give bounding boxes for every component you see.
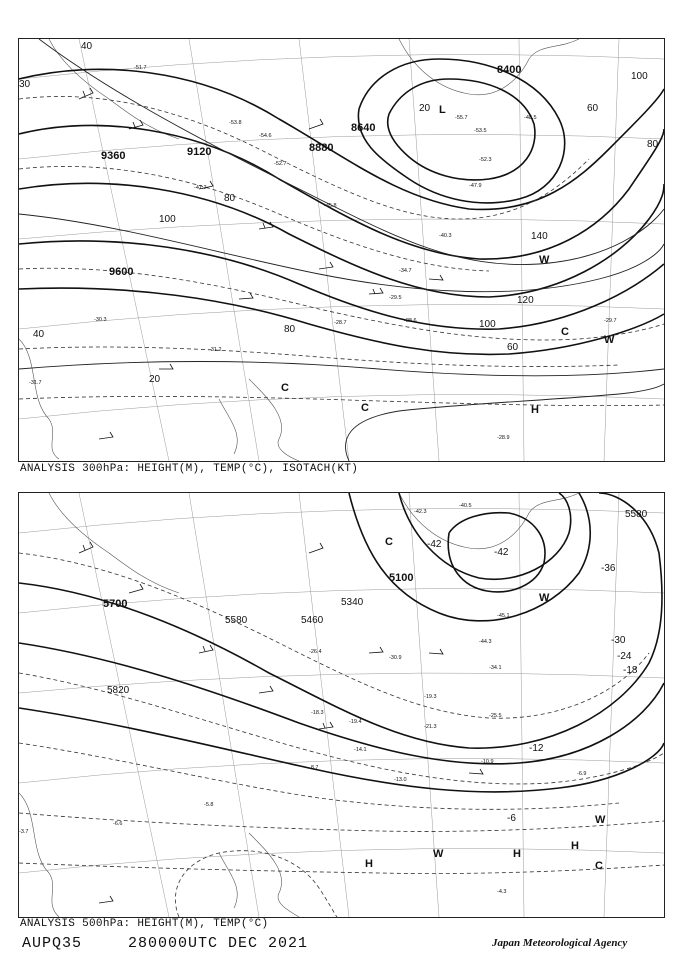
cold-center-symbol: C bbox=[595, 860, 603, 872]
temp-label: -34.7 bbox=[399, 268, 412, 274]
isotach-label: 20 bbox=[419, 103, 431, 114]
isotach-label: 40 bbox=[81, 41, 93, 52]
isotherm-label: -36 bbox=[601, 563, 616, 574]
isotach-label: 20 bbox=[149, 374, 161, 385]
temp-labels-500 bbox=[19, 503, 586, 895]
height-label: 5100 bbox=[389, 572, 414, 584]
height-label: 5460 bbox=[301, 615, 324, 626]
agency-credit: Japan Meteorological Agency bbox=[492, 937, 628, 949]
temp-label: -47.9 bbox=[469, 183, 482, 189]
isotach-label: 40 bbox=[33, 329, 45, 340]
temp-label: -14.1 bbox=[354, 747, 367, 753]
temp-label: -28.6 bbox=[404, 318, 417, 324]
temp-label: -28.9 bbox=[497, 435, 510, 441]
isotach-label: 140 bbox=[531, 231, 548, 242]
height-label: 8880 bbox=[309, 142, 334, 154]
height-label: 9360 bbox=[101, 150, 126, 162]
isotach-label: 100 bbox=[479, 319, 496, 330]
temp-label: -18.3 bbox=[311, 710, 324, 716]
temp-label: -10.9 bbox=[481, 759, 494, 765]
isotach-label: 80 bbox=[647, 139, 659, 150]
low-center-symbol: L bbox=[439, 104, 446, 116]
temp-label: -28.7 bbox=[334, 320, 347, 326]
warm-center-symbol: W bbox=[539, 592, 550, 604]
map-500hpa bbox=[19, 493, 664, 917]
isotherm-label: -30 bbox=[611, 635, 626, 646]
temp-label: -45.1 bbox=[497, 613, 510, 619]
panel-300hpa bbox=[18, 38, 665, 462]
cold-center-symbol: C bbox=[361, 402, 369, 414]
caption-300hpa: ANALYSIS 300hPa: HEIGHT(M), TEMP(°C), ISOTACH(KT) bbox=[20, 463, 359, 475]
isotherm-label: -42 bbox=[427, 539, 442, 550]
chart-id: AUPQ35 bbox=[22, 935, 83, 952]
temp-label: -19.3 bbox=[424, 694, 437, 700]
panel-500hpa bbox=[18, 492, 665, 918]
isotach-label: 100 bbox=[631, 71, 648, 82]
cold-center-symbol: C bbox=[385, 536, 393, 548]
temp-label: -5.8 bbox=[204, 802, 214, 808]
isotach-label: 30 bbox=[19, 79, 31, 90]
isotach-label: 120 bbox=[517, 295, 534, 306]
high-center-symbol: H bbox=[531, 404, 539, 416]
temp-label: -29.5 bbox=[389, 295, 402, 301]
temp-label: -8.7 bbox=[309, 765, 319, 771]
temp-label: -13.0 bbox=[394, 777, 407, 783]
isotherms bbox=[19, 96, 664, 405]
isotherm-label: -18 bbox=[623, 665, 638, 676]
temp-labels-300 bbox=[29, 65, 617, 441]
warm-center-symbol: W bbox=[595, 814, 606, 826]
temp-label: -26.4 bbox=[309, 649, 322, 655]
temp-label: -19.4 bbox=[349, 719, 362, 725]
wind-barbs bbox=[79, 88, 443, 439]
height-label: 5820 bbox=[107, 685, 130, 696]
isotach-label: 60 bbox=[587, 103, 599, 114]
temp-label: -42.3 bbox=[414, 509, 427, 515]
cold-center-symbol: C bbox=[281, 382, 289, 394]
temp-label: -31.2 bbox=[209, 347, 222, 353]
isotach-label: 80 bbox=[224, 193, 236, 204]
temp-label: -53.8 bbox=[229, 120, 242, 126]
isotach-label: 100 bbox=[159, 214, 176, 225]
temp-label: -29.7 bbox=[604, 318, 617, 324]
temp-label: -40.3 bbox=[439, 233, 452, 239]
temp-label: -53.5 bbox=[474, 128, 487, 134]
temp-label: -55.7 bbox=[455, 115, 468, 121]
high-center-symbol: H bbox=[365, 858, 373, 870]
height-labels-500 bbox=[103, 509, 648, 696]
temp-label: -51.7 bbox=[134, 65, 147, 71]
isotherm-label: -24 bbox=[617, 651, 632, 662]
isotach-label: 60 bbox=[507, 342, 519, 353]
high-center-symbol: H bbox=[513, 848, 521, 860]
height-labels-300 bbox=[101, 64, 521, 278]
temp-contour-labels-500 bbox=[427, 539, 638, 824]
high-center-symbol: H bbox=[571, 840, 579, 852]
height-label: 9120 bbox=[187, 146, 212, 158]
height-label: 8640 bbox=[351, 122, 376, 134]
height-label: 5580 bbox=[225, 615, 248, 626]
warm-center-symbol: W bbox=[433, 848, 444, 860]
isotach-label: 80 bbox=[284, 324, 296, 335]
temp-label: -44.3 bbox=[479, 639, 492, 645]
temp-label: -4.3 bbox=[497, 889, 507, 895]
temp-label: -47.2 bbox=[194, 185, 207, 191]
temp-label: -45.8 bbox=[324, 203, 337, 209]
temp-label: -6.6 bbox=[113, 821, 123, 827]
height-label: 5340 bbox=[341, 597, 364, 608]
temp-label: -3.7 bbox=[19, 829, 29, 835]
temp-label: -25.5 bbox=[489, 713, 502, 719]
map-300hpa bbox=[19, 39, 664, 461]
isotherm-label: -6 bbox=[507, 813, 516, 824]
graticule bbox=[19, 493, 664, 917]
caption-500hpa: ANALYSIS 500hPa: HEIGHT(M), TEMP(°C) bbox=[20, 918, 269, 930]
temp-label: -52.3 bbox=[479, 157, 492, 163]
height-contours bbox=[19, 59, 664, 354]
temp-label: -30.9 bbox=[389, 655, 402, 661]
system-symbols-500 bbox=[365, 536, 606, 872]
coastline bbox=[19, 39, 579, 461]
temp-label: -21.3 bbox=[424, 724, 437, 730]
height-label: 5700 bbox=[103, 598, 128, 610]
temp-label: -48.5 bbox=[524, 115, 537, 121]
height-label: 5580 bbox=[625, 509, 648, 520]
valid-time: 280000UTC DEC 2021 bbox=[128, 935, 309, 952]
temp-label: -30.3 bbox=[94, 317, 107, 323]
temp-label: -31.7 bbox=[29, 380, 42, 386]
temp-label: -34.1 bbox=[489, 665, 502, 671]
isotherm-label: -12 bbox=[529, 743, 544, 754]
height-label: 8400 bbox=[497, 64, 522, 76]
temp-label: -54.6 bbox=[259, 133, 272, 139]
warm-center-symbol: W bbox=[539, 254, 550, 266]
temp-label: -6.9 bbox=[577, 771, 587, 777]
temp-label: -52.7 bbox=[274, 161, 287, 167]
isotherm-label: -42 bbox=[494, 547, 509, 558]
warm-center-symbol: W bbox=[604, 334, 615, 346]
cold-center-symbol: C bbox=[561, 326, 569, 338]
height-label: 9600 bbox=[109, 266, 134, 278]
temp-label: -40.5 bbox=[459, 503, 472, 509]
height-contours bbox=[19, 493, 664, 792]
